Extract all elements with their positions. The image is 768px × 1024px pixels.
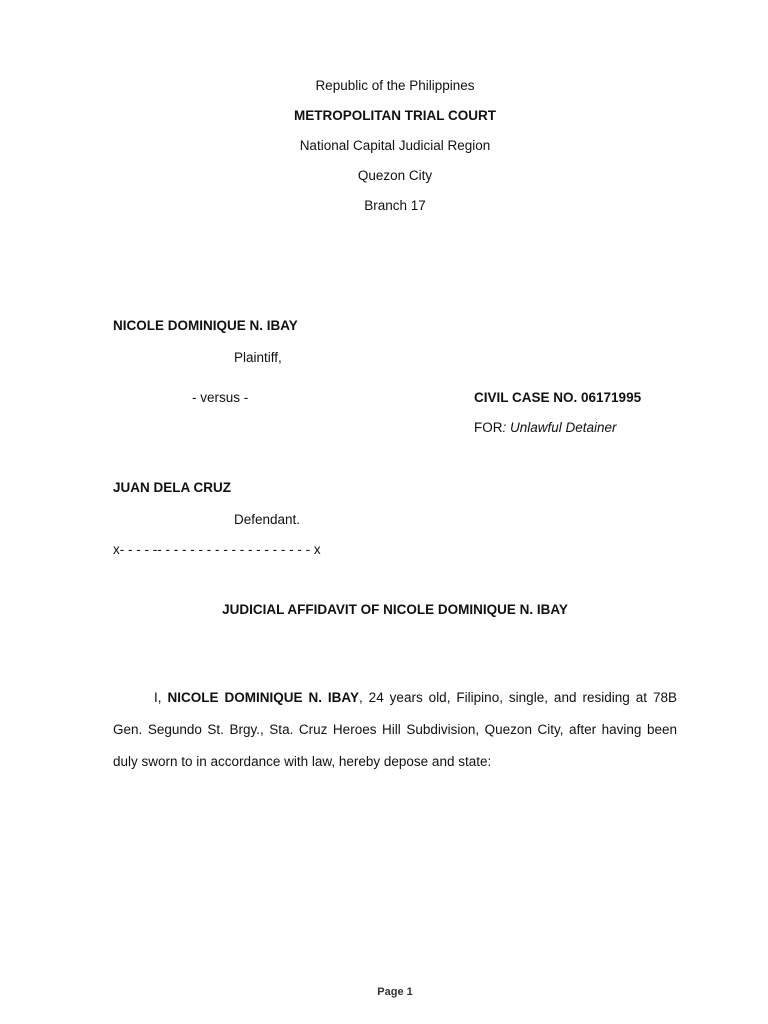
body-text: , 24 years old, Filipino, single, and residing at 78B Gen. Segundo St. Brgy., Sta. Cruz Heroes Hill Subdivision, Quezon City, after having been duly sworn to in accordance with law, hereby depose and state:	[113, 690, 677, 769]
plaintiff-label: Plaintiff,	[234, 350, 282, 365]
case-number: CIVIL CASE NO. 06171995	[474, 390, 642, 405]
opening-paragraph	[113, 682, 677, 778]
republic-line: Republic of the Philippines	[315, 78, 475, 93]
affidavit-title: JUDICIAL AFFIDAVIT OF NICOLE DOMINIQUE N. IBAY	[222, 602, 568, 617]
city: Quezon City	[357, 168, 433, 183]
court-name: METROPOLITAN TRIAL COURT	[294, 108, 496, 123]
caption-separator: x- - - - -- - - - - - - - - - - - - - - - - - - x	[113, 542, 321, 557]
branch: Branch 17	[364, 198, 426, 213]
defendant-name: JUAN DELA CRUZ	[113, 480, 231, 495]
plaintiff-name: NICOLE DOMINIQUE N. IBAY	[113, 318, 298, 333]
defendant-label: Defendant.	[234, 512, 301, 527]
for-value: : Unlawful Detainer	[502, 420, 617, 435]
page-number: Page 1	[377, 986, 413, 998]
judicial-region: National Capital Judicial Region	[299, 138, 491, 153]
versus: - versus -	[192, 390, 249, 405]
affiant-name: NICOLE DOMINIQUE N. IBAY	[167, 690, 359, 705]
case-nature	[474, 420, 617, 436]
for-label: FOR	[474, 420, 503, 435]
body-prefix: I,	[154, 690, 168, 705]
